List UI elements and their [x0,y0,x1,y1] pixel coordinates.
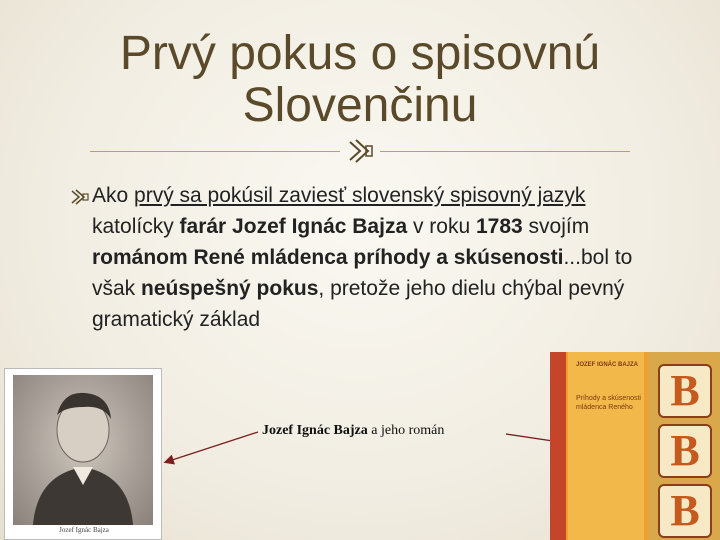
body-text-part: ...bol to však [92,246,633,300]
book-letter-b: B [658,364,712,418]
body-text-part: v roku [407,215,476,238]
body-text-part: svojím [522,215,590,238]
book-cover [648,352,720,540]
body-text-part: katolícky [92,215,180,238]
title-line-1: Prvý pokus o spisovnú [119,27,601,80]
body-text-bold: farár Jozef Ignác Bajza [179,215,408,238]
image-caption-name: Jozef Ignác Bajza [262,423,368,438]
body-text-underlined: prvý sa pokúsil zaviesť slovenský spisovný jazyk [134,184,586,207]
book-author: JOZEF IGNÁC BAJZA [576,362,639,368]
body-text-part: Ako [92,184,135,207]
body-text-year: 1783 [475,215,523,238]
body-text-bold: neúspešný pokus [141,277,319,300]
book-title: Príhody a skúsenosti mládenca Reného [576,395,641,411]
image-caption-rest: a jeho román [367,423,445,438]
book-spine [550,352,566,540]
arrow-to-portrait [166,432,258,462]
book-letter-b: B [658,484,712,538]
book-image [550,352,720,540]
body-text-novel: románom René mládenca príhody a skúsenosti [92,246,564,269]
body-text-part: , pretože jeho dielu chýbal pevný gramatický základ [92,277,625,331]
portrait-caption: Jozef Ignác Bajza [59,526,109,534]
book-title-page [568,352,644,540]
title-line-2: Slovenčinu [242,79,478,132]
book-letter-b: B [658,424,712,478]
